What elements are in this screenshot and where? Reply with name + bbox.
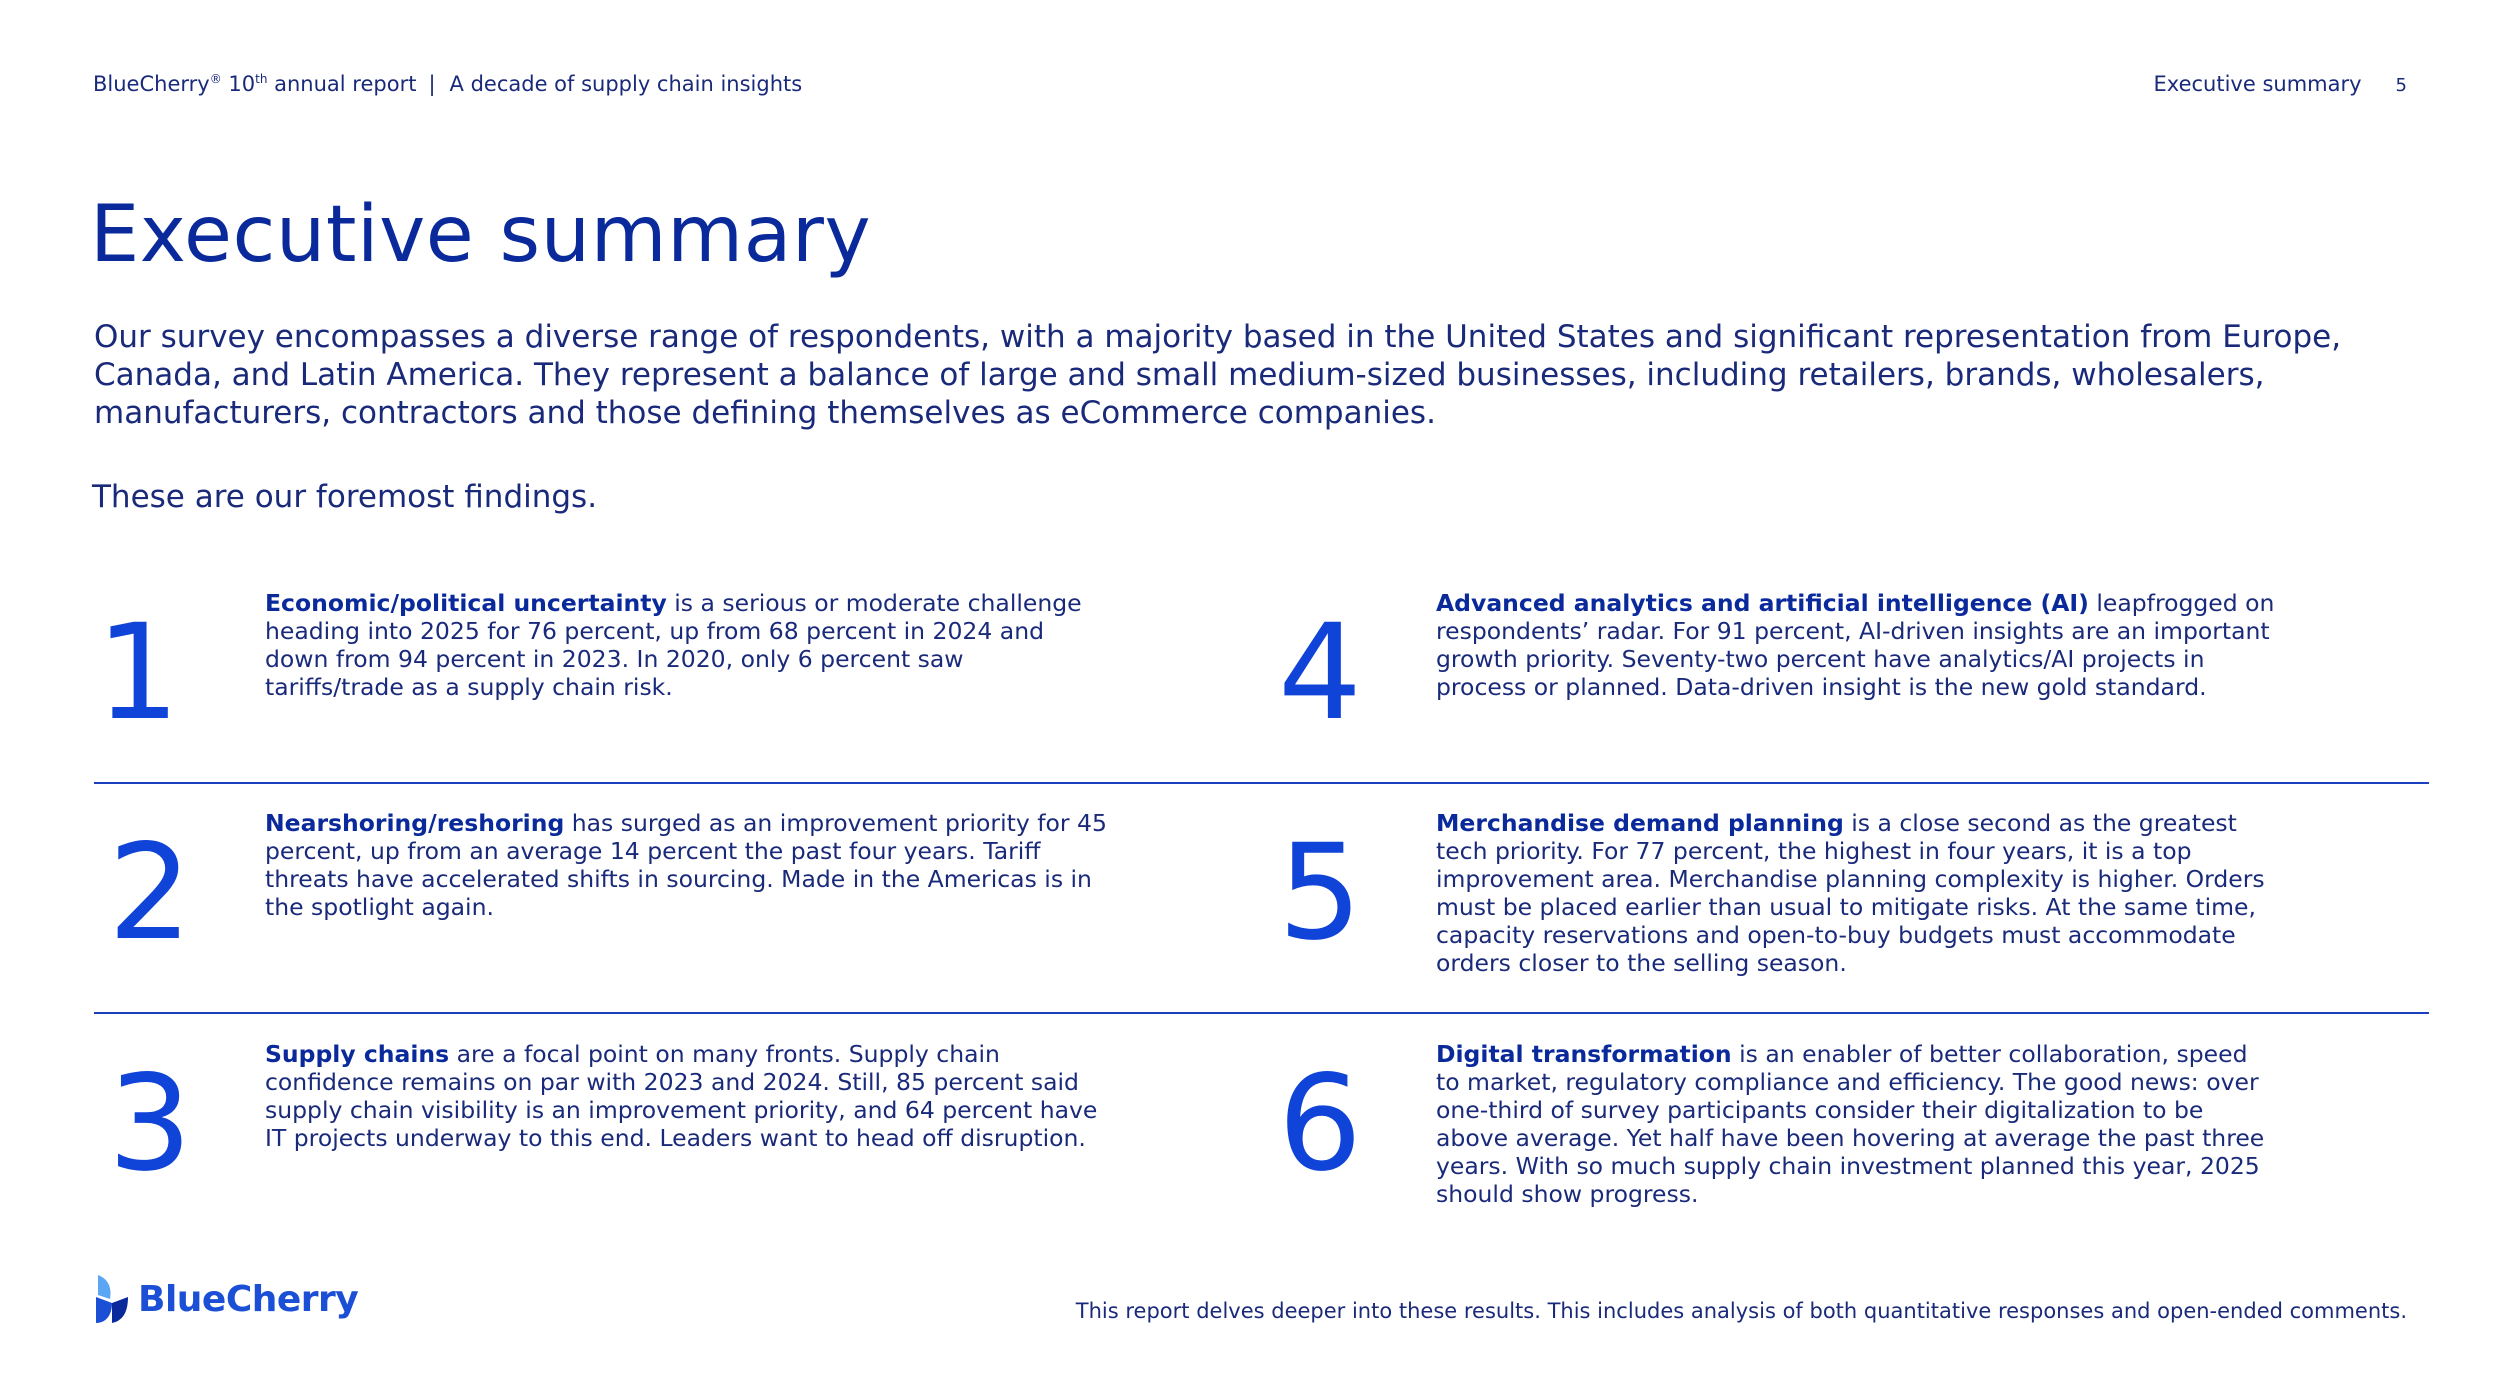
finding-text: [265, 1040, 1115, 1152]
page-number: 5: [2395, 75, 2407, 96]
logo-wordmark: BlueCherry: [138, 1278, 359, 1320]
intro-paragraph: Our survey encompasses a diverse range of respondents, with a majority based in the United States and significant representation from Europe, Canada, and Latin America. They represent a balance of large and small medium-sized businesses, including retailers, brands, wholesalers, manufacturers, contractors and those defining themselves as eCommerce companies.: [94, 319, 2342, 431]
finding-text: [265, 809, 1115, 921]
finding-number: 6: [1278, 1047, 1362, 1201]
finding-heading: Merchandise demand planning: [1436, 809, 1844, 837]
finding-heading: Nearshoring/reshoring: [265, 809, 565, 837]
report-subtitle: A decade of supply chain insights: [449, 72, 803, 96]
edition-suffix: th: [255, 72, 268, 86]
finding-text: [1436, 809, 2271, 977]
bluecherry-logo-icon: [94, 1273, 130, 1325]
finding-body: leapfrogged on respondents’ radar. For 91 percent, AI-driven insights are an important growth priority. Seventy-two percent have analytics/AI projects in process or planned. Data-driven insight is the new gold standard.: [1436, 589, 2275, 701]
finding-heading: Digital transformation: [1436, 1040, 1732, 1068]
row-divider-2: [94, 1012, 2429, 1014]
bluecherry-logo: [94, 1273, 358, 1325]
finding-number: 4: [1278, 596, 1362, 750]
finding-number: 1: [96, 596, 180, 750]
report-header: [93, 72, 802, 96]
finding-body: is a serious or moderate challenge heading into 2025 for 76 percent, up from 68 percent in 2024 and down from 94 percent in 2023. In 2020, only 6 percent saw tariffs/trade as a supply chain risk.: [265, 589, 1082, 701]
finding-body: is an enabler of better collaboration, speed to market, regulatory compliance and efficiency. The good news: over one-third of survey participants consider their digitalization to be above average. Yet half have been hovering at average the past three years. With so much supply chain investment planned this year, 2025 should show progress.: [1436, 1040, 2265, 1208]
finding-body: are a focal point on many fronts. Supply chain confidence remains on par with 2023 and 2024. Still, 85 percent said supply chain visibility is an improvement priority, and 64 percent have IT projects underway to this end. Leaders want to head off disruption.: [265, 1040, 1098, 1152]
finding-text: [1436, 589, 2296, 701]
finding-number: 3: [108, 1047, 192, 1201]
findings-lead: These are our foremost findings.: [92, 479, 598, 515]
footer-note: This report delves deeper into these results. This includes analysis of both quantitative responses and open-ended comments.: [1075, 1299, 2407, 1323]
finding-heading: Supply chains: [265, 1040, 450, 1068]
finding-heading: Economic/political uncertainty: [265, 589, 667, 617]
section-name: Executive summary: [2153, 72, 2362, 96]
finding-body: has surged as an improvement priority for 45 percent, up from an average 14 percent the past four years. Tariff threats have accelerated shifts in sourcing. Made in the Americas is in the spotlight again.: [265, 809, 1107, 921]
page-title: Executive summary: [90, 190, 872, 280]
finding-text: [265, 589, 1105, 701]
finding-text: [1436, 1040, 2271, 1208]
report-label: annual report: [274, 72, 417, 96]
brand-name: BlueCherry: [93, 72, 210, 96]
header-divider: |: [428, 72, 436, 96]
edition-number: 10: [228, 72, 256, 96]
row-divider-1: [94, 782, 2429, 784]
finding-heading: Advanced analytics and artificial intelligence (AI): [1436, 589, 2089, 617]
registered-mark: ®: [209, 72, 222, 86]
section-header: [2154, 72, 2407, 96]
finding-number: 5: [1278, 816, 1362, 970]
finding-number: 2: [108, 816, 192, 970]
finding-body: is a close second as the greatest tech priority. For 77 percent, the highest in four years, it is a top improvement area. Merchandise planning complexity is higher. Orders must be placed earlier than usual to mitigate risks. At the same time, capacity reservations and open-to-buy budgets must accommodate orders closer to the selling season.: [1436, 809, 2265, 977]
